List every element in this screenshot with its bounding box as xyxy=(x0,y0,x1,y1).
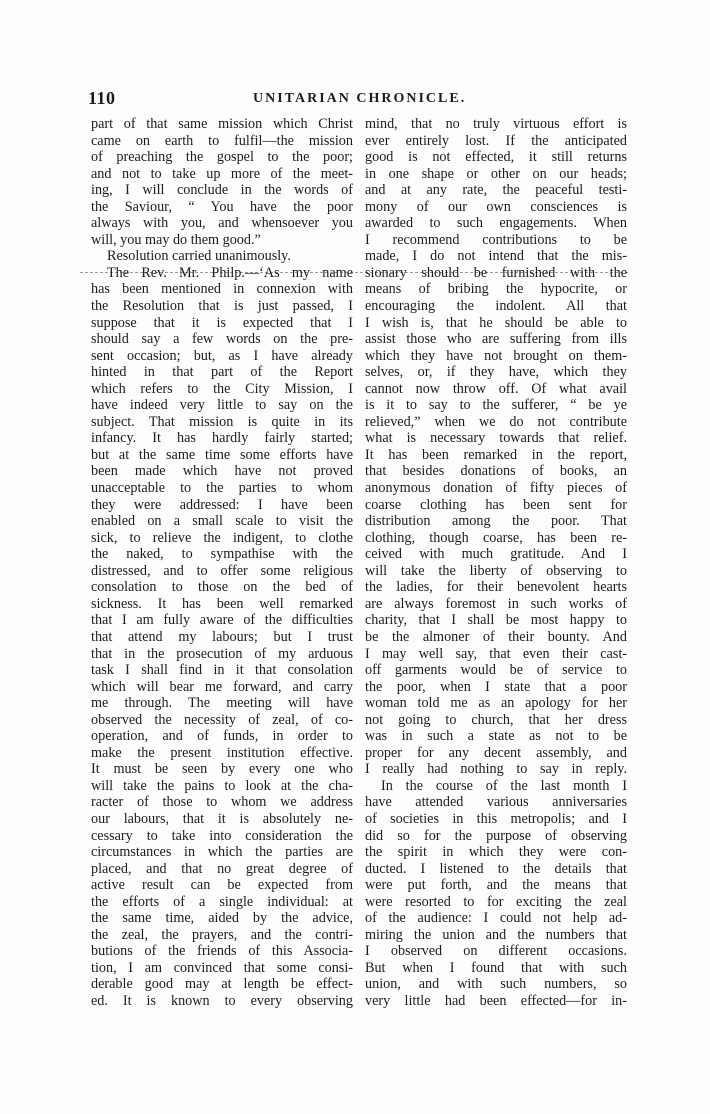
text-line: our labours, that it is absolutely ne- xyxy=(91,810,353,827)
text-line: union, and with such numbers, so xyxy=(365,976,627,993)
text-line: miring the union and the numbers that xyxy=(365,926,627,943)
text-line: have attended various anniversaries xyxy=(365,794,627,811)
text-line: make the present institution effective. xyxy=(91,744,353,761)
text-line: task I shall find in it that consolation xyxy=(91,662,353,679)
text-line: that I am fully aware of the difficulties xyxy=(91,612,353,629)
text-line: selves, or, if they have, which they xyxy=(365,364,627,381)
text-line: Resolution carried unanimously. xyxy=(107,248,291,265)
text-line: butions of the friends of this Associa- xyxy=(91,943,353,960)
text-line: anonymous donation of fifty pieces of xyxy=(365,480,627,497)
text-line: that attend my labours; but I trust xyxy=(91,628,353,645)
text-line: the poor, when I state that a poor xyxy=(365,678,627,695)
text-line: awarded to such engagements. When xyxy=(365,215,627,232)
text-line: cessary to take into consideration the xyxy=(91,827,353,844)
text-line: ever entirely lost. If the anticipated xyxy=(365,132,627,149)
text-line: that besides donations of books, an xyxy=(365,463,627,480)
text-line: sick, to relieve the indigent, to clothe xyxy=(91,529,353,546)
text-line: tion, I am convinced that some consi- xyxy=(91,959,353,976)
text-column-right xyxy=(365,116,627,1010)
text-line: the Saviour, “ You have the poor xyxy=(91,198,353,215)
text-line: of societies in this metropolis; and I xyxy=(365,810,627,827)
text-line: assist those who are suffering from ills xyxy=(365,331,627,348)
text-line: not going to church, that her dress xyxy=(365,711,627,728)
text-line: were put forth, and the means that xyxy=(365,877,627,894)
text-line: cannot now throw off. Of what avail xyxy=(365,380,627,397)
text-line: which they have not brought on them- xyxy=(365,347,627,364)
text-line: will, you may do them good.” xyxy=(91,231,261,248)
text-line: The Rev. Mr. Philp.—‘As my name xyxy=(107,264,353,281)
text-line: was in such a state as not to be xyxy=(365,728,627,745)
text-line: me through. The meeting will have xyxy=(91,695,353,712)
text-line: distressed, and to offer some religious xyxy=(91,562,353,579)
text-line: the zeal, the prayers, and the contri- xyxy=(91,926,353,943)
text-line: of the audience: I could not help ad- xyxy=(365,910,627,927)
text-line: In the course of the last month I xyxy=(381,777,627,794)
text-line: sent occasion; but, as I have already xyxy=(91,347,353,364)
text-line: encouraging the indolent. All that xyxy=(365,298,627,315)
text-line: distribution among the poor. That xyxy=(365,513,627,530)
text-line: sionary should be furnished with the xyxy=(365,264,627,281)
text-line: It must be seen by every one who xyxy=(91,761,353,778)
text-line: made, I do not intend that the mis- xyxy=(365,248,627,265)
text-line: circumstances in which the parties are xyxy=(91,844,353,861)
text-line: the ladies, for their benevolent hearts xyxy=(365,579,627,596)
text-line: the naked, to sympathise with the xyxy=(91,546,353,563)
text-line: ing, I will conclude in the words of xyxy=(91,182,353,199)
text-line: came on earth to fulfil—the mission xyxy=(91,132,353,149)
text-line: placed, and that no great degree of xyxy=(91,860,353,877)
text-line: observed the necessity of zeal, of co- xyxy=(91,711,353,728)
text-line: enabled on a small scale to visit the xyxy=(91,513,353,530)
text-line: coarse clothing has been sent for xyxy=(365,496,627,513)
text-line: will take the liberty of observing to xyxy=(365,562,627,579)
text-line: I really had nothing to say in reply. xyxy=(365,761,627,778)
text-line: sickness. It has been well remarked xyxy=(91,595,353,612)
page-header xyxy=(88,88,628,110)
text-line: off garments would be of service to xyxy=(365,662,627,679)
text-line: that in the prosecution of my arduous xyxy=(91,645,353,662)
text-line: consolation to those on the bed of xyxy=(91,579,353,596)
text-line: will take the pains to look at the cha- xyxy=(91,777,353,794)
text-line: I wish is, that he should be able to xyxy=(365,314,627,331)
text-line: I observed on different occasions. xyxy=(365,943,627,960)
text-line: should say a few words on the pre- xyxy=(91,331,353,348)
text-line: of preaching the gospel to the poor; xyxy=(91,149,353,166)
text-line: proper for any decent assembly, and xyxy=(365,744,627,761)
text-line: mony of our own consciences is xyxy=(365,198,627,215)
text-line: But when I found that with such xyxy=(365,959,627,976)
text-line: been made which have not proved xyxy=(91,463,353,480)
text-line: which will bear me forward, and carry xyxy=(91,678,353,695)
text-line: charity, that I shall be most happy to xyxy=(365,612,627,629)
text-line: means of bribing the hypocrite, or xyxy=(365,281,627,298)
text-line: be the almoner of their bounty. And xyxy=(365,628,627,645)
text-line: in one shape or other on our heads; xyxy=(365,165,627,182)
text-line: very little had been effected—for in- xyxy=(365,992,627,1009)
text-line: I may well say, that even their cast- xyxy=(365,645,627,662)
text-line: part of that same mission which Christ xyxy=(91,116,353,132)
text-line: but at the same time some efforts have xyxy=(91,446,353,463)
text-line: were resorted to for exciting the zeal xyxy=(365,893,627,910)
text-line: I recommend contributions to be xyxy=(365,231,627,248)
text-line: the same time, aided by the advice, xyxy=(91,910,353,927)
text-line: the spirit in which they were con- xyxy=(365,844,627,861)
text-line: hinted in that part of the Report xyxy=(91,364,353,381)
text-line: ducted. I listened to the details that xyxy=(365,860,627,877)
text-line: are always foremost in such works of xyxy=(365,595,627,612)
text-line: It has been remarked in the report, xyxy=(365,446,627,463)
text-line: derable good may at length be effect- xyxy=(91,976,353,993)
running-title: UNITARIAN CHRONICLE. xyxy=(253,91,467,106)
text-line: the Resolution that is just passed, I xyxy=(91,298,353,315)
text-line: racter of those to whom we address xyxy=(91,794,353,811)
text-line: has been mentioned in connexion with xyxy=(91,281,353,298)
page-number: 110 xyxy=(88,88,116,108)
text-line: suppose that it is expected that I xyxy=(91,314,353,331)
text-line: unacceptable to the parties to whom xyxy=(91,480,353,497)
text-line: and at any rate, the peaceful testi- xyxy=(365,182,627,199)
text-line: subject. That mission is quite in its xyxy=(91,413,353,430)
text-line: ceived with much gratitude. And I xyxy=(365,546,627,563)
text-line: mind, that no truly virtuous effort is xyxy=(365,116,627,132)
text-line: operation, and of funds, in order to xyxy=(91,728,353,745)
text-line: good is not effected, it still returns xyxy=(365,149,627,166)
text-line: infancy. It has hardly fairly started; xyxy=(91,430,353,447)
text-line: have indeed very little to say on the xyxy=(91,397,353,414)
text-line: ed. It is known to every observing xyxy=(91,992,353,1009)
text-line: the efforts of a single individual: at xyxy=(91,893,353,910)
text-line: they were addressed: I have been xyxy=(91,496,353,513)
text-line: always with you, and whensoever you xyxy=(91,215,353,232)
text-line: woman told me as an apology for her xyxy=(365,695,627,712)
text-column-left xyxy=(91,116,353,1010)
text-line: relieved,” when we do not contribute xyxy=(365,413,627,430)
text-line: active result can be expected from xyxy=(91,877,353,894)
text-line: and not to take up more of the meet- xyxy=(91,165,353,182)
text-line: what is necessary towards that relief. xyxy=(365,430,627,447)
text-line: which refers to the City Mission, I xyxy=(91,380,353,397)
text-line: clothing, though coarse, has been re- xyxy=(365,529,627,546)
text-line: is it to say to the sufferer, “ be ye xyxy=(365,397,627,414)
text-line: did so for the purpose of observing xyxy=(365,827,627,844)
